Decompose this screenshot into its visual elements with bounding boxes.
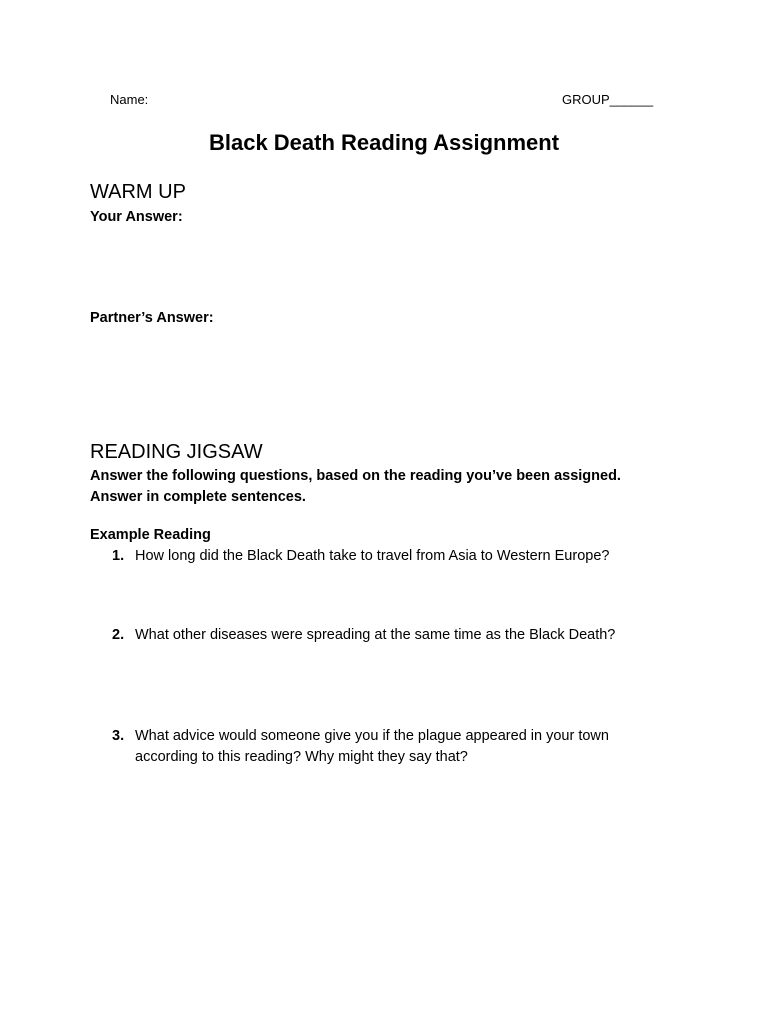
- instructions: [90, 466, 621, 508]
- question-item: [112, 625, 652, 646]
- name-label: Name:: [110, 92, 149, 107]
- question-number: 3.: [112, 728, 125, 744]
- question-item: [112, 726, 652, 768]
- question-text: What advice would someone give you if the plague appeared in your town according to this reading? Why might they say that?: [135, 728, 609, 765]
- your-answer-label: Your Answer:: [90, 209, 183, 225]
- page-title: Black Death Reading Assignment: [208, 130, 560, 155]
- partner-answer-label: Partner’s Answer:: [90, 310, 214, 326]
- question-item: [112, 546, 652, 567]
- question-text: What other diseases were spreading at the same time as the Black Death?: [135, 627, 616, 643]
- instructions-line-2: Answer in complete sentences.: [90, 489, 306, 505]
- question-number: 2.: [112, 627, 125, 643]
- question-text: How long did the Black Death take to travel from Asia to Western Europe?: [135, 548, 610, 564]
- reading-jigsaw-heading: READING JIGSAW: [90, 441, 263, 463]
- question-number: 1.: [112, 548, 125, 564]
- group-label: GROUP______: [562, 92, 654, 107]
- example-reading-label: Example Reading: [90, 527, 211, 543]
- warm-up-heading: WARM UP: [90, 181, 186, 203]
- instructions-line-1: Answer the following questions, based on the reading you’ve been assigned.: [90, 468, 621, 484]
